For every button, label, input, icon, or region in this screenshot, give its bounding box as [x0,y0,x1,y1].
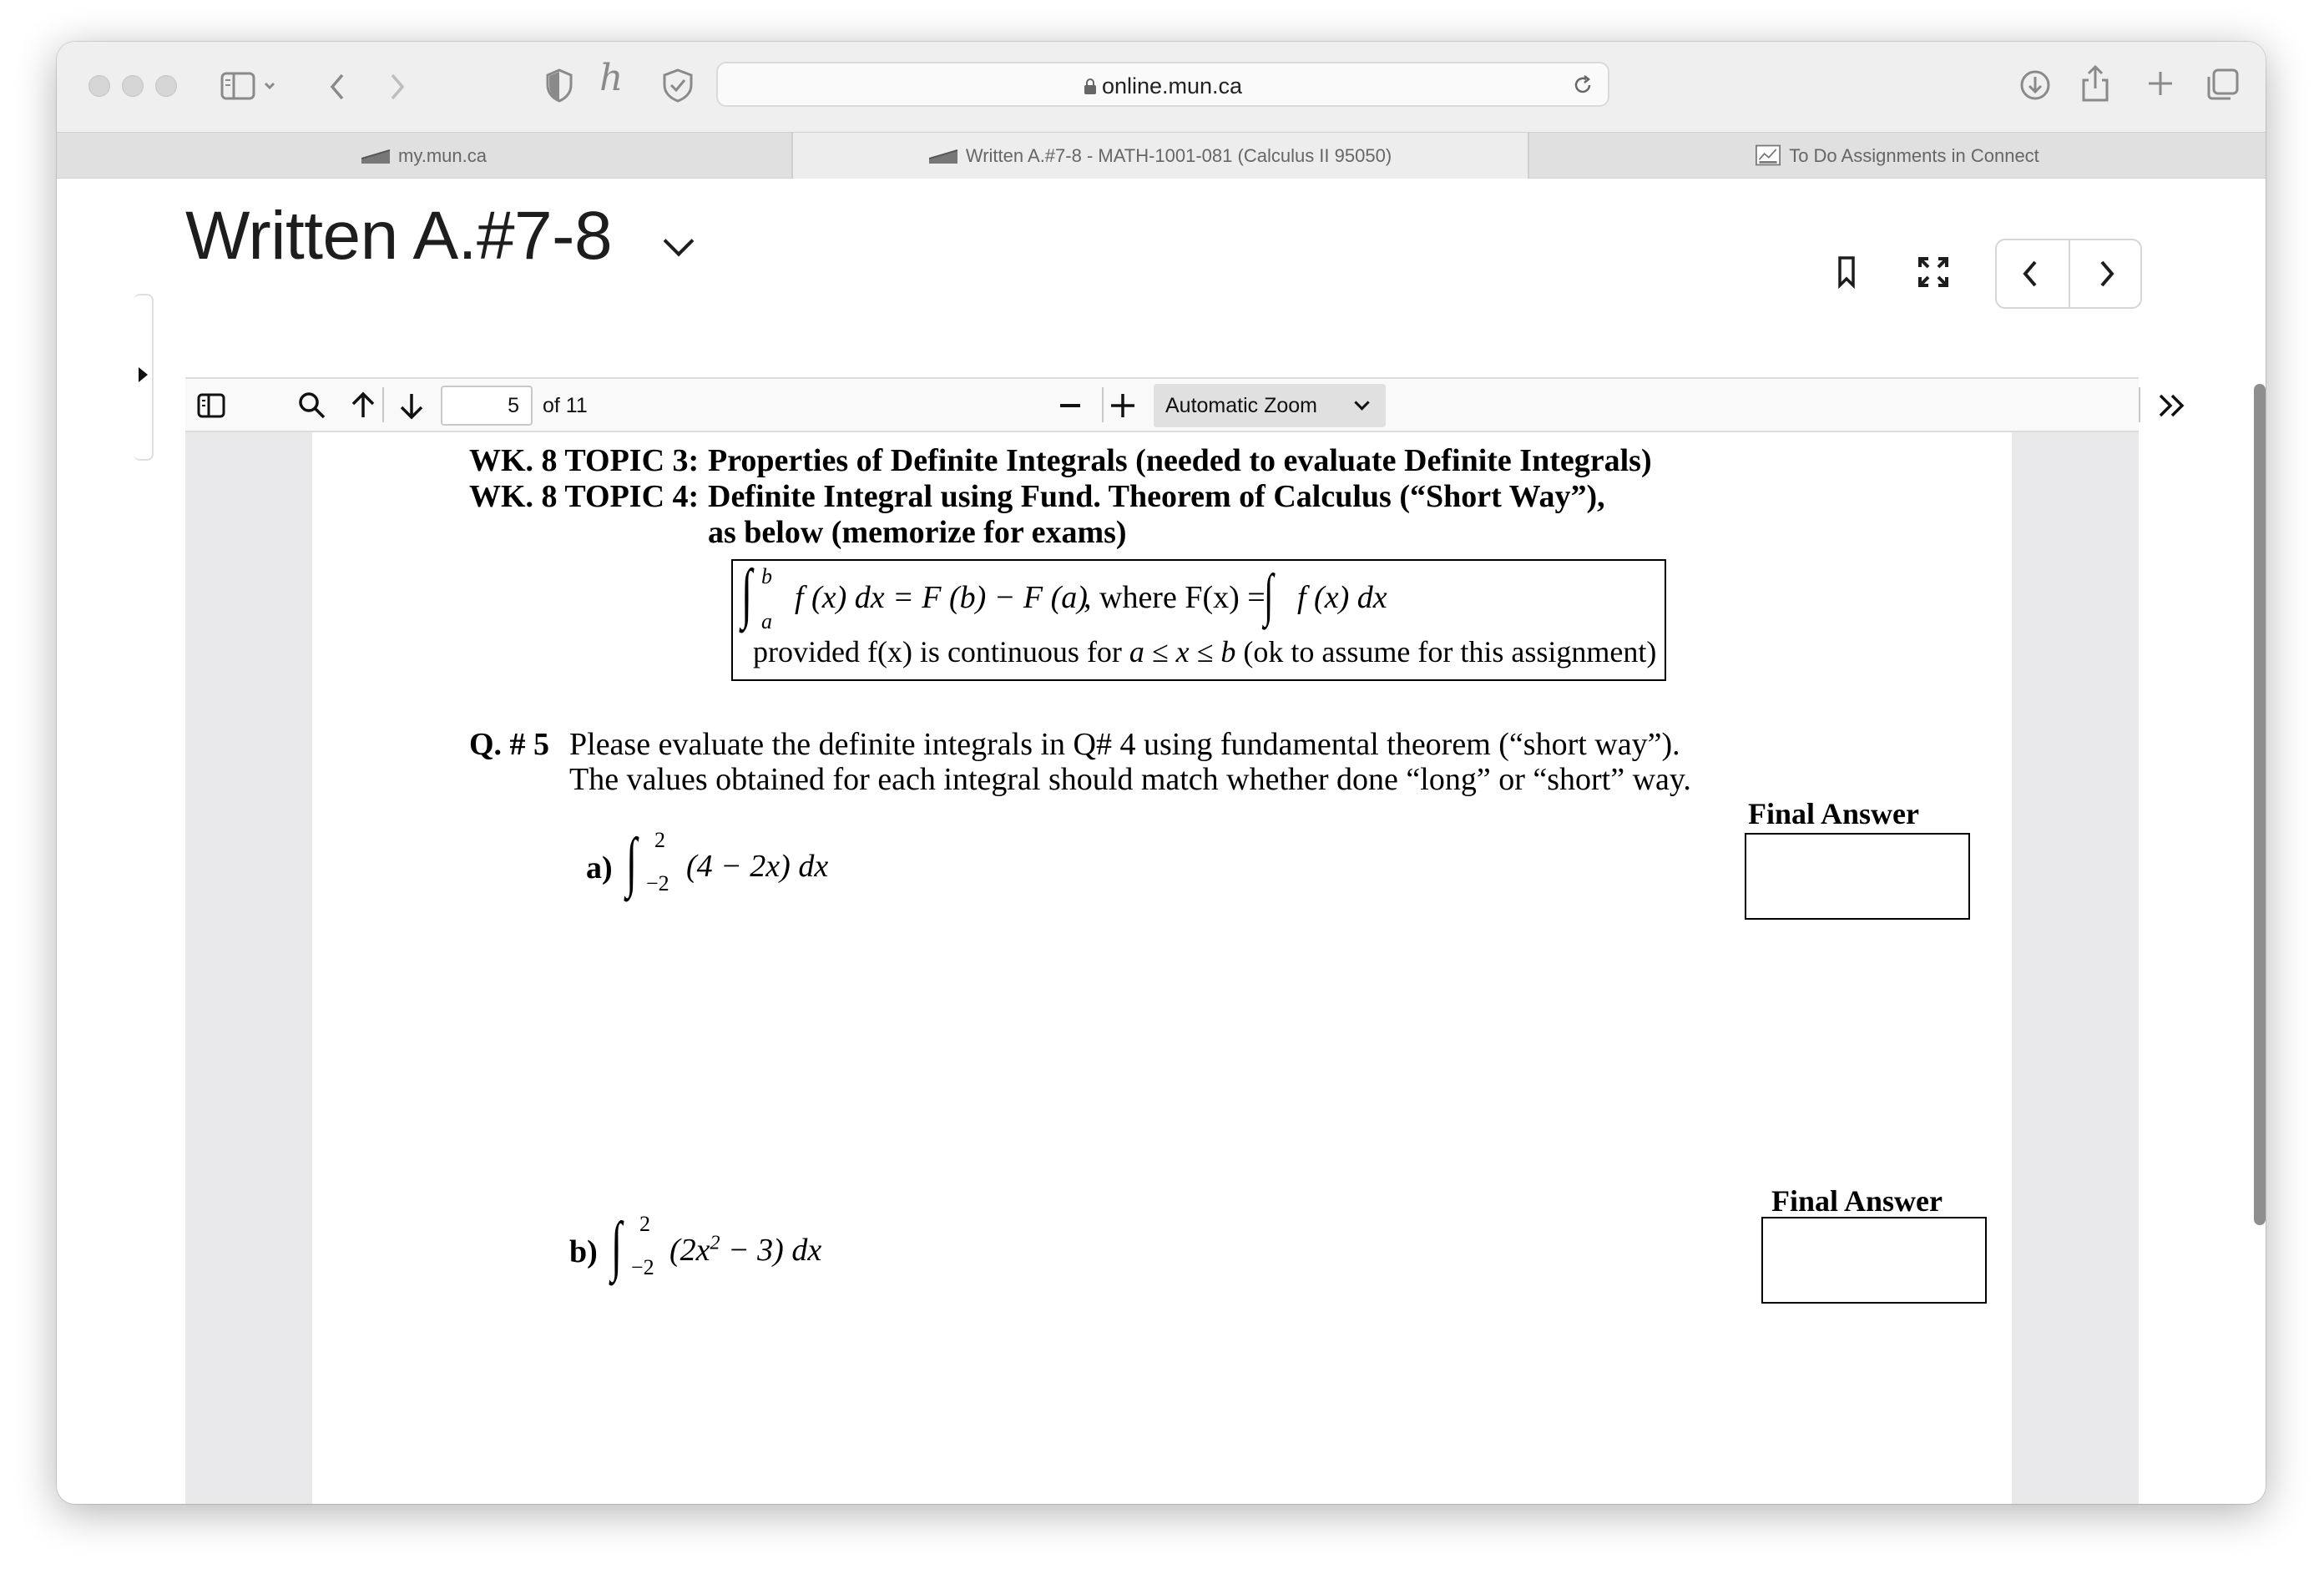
topic4-text-continued: as below (memorize for exams) [708,515,1127,550]
part-b-label: b) [569,1234,598,1269]
address-text [718,73,1608,99]
tab-label: my.mun.ca [398,145,487,166]
pdf-search-icon[interactable] [297,391,327,425]
address-url: online.mun.ca [1101,73,1243,98]
final-answer-box-b [1761,1217,1987,1304]
chevron-down-icon [1354,395,1369,410]
indefinite-integral-sign: ∫ [1264,563,1274,628]
topic3-label: WK. 8 TOPIC 3: [469,443,700,478]
final-answer-box-a [1745,833,1970,920]
final-answer-label-b: Final Answer [1771,1184,1943,1218]
page-scrollbar[interactable] [2254,384,2266,1225]
topic4-label: WK. 8 TOPIC 4: [469,479,700,514]
page-count: of 11 [543,394,588,417]
zoom-in-icon[interactable] [1109,391,1137,425]
privacy-shield-icon[interactable] [543,67,576,103]
document-title: Written A.#7-8 [185,198,613,274]
provided-condition: a ≤ x ≤ b [1129,635,1236,668]
part-b-integrand-end: − 3) dx [720,1233,822,1268]
toolbar-divider [382,387,384,422]
tab-overview-icon[interactable] [2204,67,2241,103]
part-b-integral-sign: ∫ [611,1209,623,1283]
ftc-formula-box [731,559,1666,681]
fullscreen-expand-icon[interactable] [1917,255,1950,293]
next-item-button[interactable] [2095,259,2117,293]
part-a-upper-limit: 2 [654,828,665,852]
tab-mymun[interactable] [57,133,791,179]
share-icon[interactable] [2079,63,2112,103]
provided-text-main: provided f(x) is continuous for [753,635,1122,668]
part-a-integral-sign: ∫ [626,825,638,899]
title-dropdown-chevron-icon[interactable] [664,226,695,257]
next-page-icon[interactable] [397,391,426,425]
close-window-button[interactable] [88,75,110,97]
formula-upper-limit: b [761,564,772,588]
topic4-text: Definite Integral using Fund. Theorem of Calculus (“Short Way”), [708,479,1605,514]
toolbar-divider [1102,387,1104,422]
question-label: Q. # 5 [469,727,550,762]
pdf-page [312,432,2012,1504]
pdf-sidebar-toggle-icon[interactable] [197,392,225,423]
zoom-out-icon[interactable] [1060,404,1080,407]
item-navigation-group [1995,239,2142,309]
question-line-1: Please evaluate the definite integrals in Q# 4 using fundamental theorem (“short way”). [569,727,1680,762]
toolbar-divider [2139,387,2140,422]
part-b-upper-limit: 2 [639,1212,650,1236]
part-a-label: a) [586,850,613,885]
final-answer-label-a: Final Answer [1748,797,1920,830]
zoom-select[interactable] [1154,384,1386,427]
browser-window [57,42,2266,1504]
formula-where: , where F(x) = [1084,580,1266,615]
lock-icon [1084,78,1097,95]
tab-label: Written A.#7-8 - MATH-1001-081 (Calculus II 95050) [965,145,1392,166]
bookmark-icon[interactable] [1836,255,1857,293]
mun-logo-icon [361,149,390,164]
page-number-input[interactable]: 5 [441,386,533,426]
part-b-lower-limit: −2 [631,1255,654,1279]
integral-sign: ∫ [741,557,753,630]
tab-bar [57,132,2266,179]
address-bar[interactable] [716,62,1609,107]
previous-page-icon[interactable] [349,391,377,425]
previous-item-button[interactable] [2020,259,2042,293]
new-tab-icon[interactable] [2144,67,2177,100]
page-content [57,179,2266,1504]
tab-label: To Do Assignments in Connect [1789,145,2039,166]
nav-divider [2069,240,2070,307]
zoom-select-value: Automatic Zoom [1165,394,1318,417]
part-b-integrand-start: (2x [669,1233,710,1268]
pdf-viewer-area [185,432,2139,1504]
minimize-window-button[interactable] [122,75,144,97]
sidebar-drawer-handle[interactable] [134,294,154,461]
formula-main: f (x) dx = F (b) − F (a) [795,580,1088,615]
part-a-integrand: (4 − 2x) dx [686,849,829,884]
shield-check-icon[interactable] [659,67,696,103]
tools-menu-icon[interactable] [2157,392,2189,423]
mun-logo-icon [929,149,957,164]
pdf-viewer-toolbar [185,377,2139,432]
download-icon[interactable] [2017,67,2054,103]
zoom-window-button[interactable] [155,75,177,97]
reload-icon[interactable] [1571,73,1594,101]
provided-text [753,634,1656,669]
formula-lower-limit: a [761,609,772,633]
honey-extension-icon[interactable]: h [599,57,624,99]
browser-toolbar [57,42,2266,132]
connect-logo-icon [1756,144,1781,166]
topic3-text: Properties of Definite Integrals (needed to evaluate Definite Integrals) [708,443,1652,478]
part-b-exponent: 2 [710,1232,720,1254]
question-line-2: The values obtained for each integral should match whether done “long” or “short” way. [569,762,1691,797]
part-b-integrand [669,1232,821,1269]
tab-connect-assignments[interactable] [1529,133,2266,179]
sidebar-toggle-icon[interactable] [220,70,280,103]
back-icon[interactable] [326,70,351,103]
part-a-lower-limit: −2 [646,871,669,895]
provided-note: (ok to assume for this assignment) [1243,635,1657,668]
tab-written-assignment[interactable] [793,133,1528,179]
expand-arrow-icon [139,367,148,382]
formula-antiderivative: f (x) dx [1297,580,1387,615]
forward-icon[interactable] [384,70,409,103]
